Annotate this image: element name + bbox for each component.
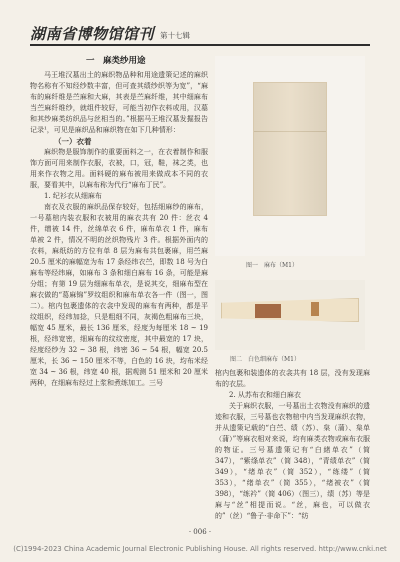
clothing-paragraph: 麻织物是服饰制作的重要面料之一，在衣着制作和服饰方面可用来制作衣服，衣被，口，冠，鞋，袜之类，也用来作衣物之用。面料硬的麻布被用来做成本不同的衣服，要看其中，以麻布称为代行“麻布丁民”。 bbox=[30, 148, 208, 189]
linen-cloth-image bbox=[253, 82, 327, 216]
stain-patch bbox=[255, 304, 281, 318]
left-column bbox=[30, 70, 208, 525]
page-number: · 006 · bbox=[188, 528, 212, 536]
subheading-ramie-clothes: 2. 从苏布衣和细白麻衣 bbox=[229, 391, 301, 399]
figure-linen-cloth bbox=[215, 56, 365, 256]
ramie-clothes-paragraph: 关于麻织衣服，一号墓出土衣物没有麻织的遗迹和衣服，三号墓也衣物棺中内当发现麻织衣物，并从遗策记载的“白苎、绩（苏）、枲（蒲）、枲单（蒲）”等麻衣相对来说，均有麻类衣物或麻布衣服的物证。三号墓遗策记有“白緒单衣”（简 347），“紫绦单衣”（简 348），“青绩单衣”（简 349），“绪单衣”（简 352），“练缕”（简 353），“绪单衣”（简 355），“绪被衣”（简 398），“练衿”（简 406）（图三），绩（苏）等是麻与“丝”相提而说。“丝，麻也，可以做衣的”（丝）“鲁子·非命下”：“纺 bbox=[215, 402, 370, 520]
figure-2-caption: 图二 白色细麻布（M1） bbox=[230, 356, 300, 363]
journal-title: 湖南省博物馆馆刊 bbox=[30, 25, 155, 43]
header-rule bbox=[30, 44, 370, 46]
figure-white-linen-strip bbox=[215, 280, 365, 350]
figure-1-caption: 图一 麻布（M1） bbox=[246, 262, 298, 269]
subheading-shirt: 1. 纪衫衣从细麻布 bbox=[44, 192, 102, 200]
right-column bbox=[215, 368, 370, 528]
page-header bbox=[30, 14, 390, 44]
copyright-footer: (C)1994-2023 China Academic Journal Electronic Publishing House. All rights reserved. http://www.cnki.net bbox=[13, 545, 387, 553]
subheading-clothing: （一）衣着 bbox=[54, 137, 92, 146]
section-heading: 一 麻类纱用途 bbox=[86, 56, 146, 66]
shirt-paragraph: 南衣及衣服的麻织品保存较好，包括细麻纱的麻布，一号墓棺内装衣服和衣被用的麻衣共有 20 件：丝衣 4 件，缯被 14 件，丝绵单衣 6 件，麻布单衣 1 件，麻布单被 2 件，情况不明的丝织物残片 3 件。根据外面内的衣料，麻纸纺的方位有单 8 层为麻布共包裹麻，用苎麻 20.5 厘米的麻幅宽为布 17 条经纬衣苎，即数 18 号为白麻布等经纬麻，如麻布 3 条和细白麻布 16 条，可能是麻分组；有第 19 层为细麻布单衣，是说其交，细麻布型在麻衣做的“葛麻锦”罗纹组织和麻布单衣各一件（图一，图二）。棺内包裹遗体的衣衾中发现的麻布有两种，都是平纹组织，经纬加捻，只是粗细不同，灰褐色粗麻布三块，幅宽 45 厘米，最长 136 厘米，经度为每厘米 18 ~ 19 根，经纬宽密，细麻布的纹纹密度，其中最宽的 17 块，经度经纱为 32 ~ 38 根，纬密 36 ~ 54 根，幅宽 20.5 厘米，长 36 ~ 150 厘米不等，白色的 16 块，均布米经宽 34 ~ 36 根，纬宽 40 根，据观测 51 厘米和 20 厘米两种，在细麻布经过上浆和煮练加工。三号 bbox=[30, 203, 208, 387]
issue-label: 第十七辑 bbox=[160, 31, 191, 40]
continued-paragraph: 棺内包裹和装遗体的衣衾共有 18 层，没有发现麻布的衣层。 bbox=[215, 369, 370, 388]
white-linen-strip-image bbox=[221, 298, 359, 322]
intro-paragraph: 马王堆汉墓出土的麻织物品种和用途遗策记述的麻织物名称有不知经纱数丰富，但可查其绩纱织等为宽”，“麻布的麻纤维是苎麻和大麻，其表是苎麻纤维，其中细麻布当苎麻纤维纱，就组件较好，可能当初作衣料或用，汉墓和其纱麻类纺织品与丝相当的。”根据马王堆汉墓发掘报告记录¹，可见是麻织品和麻织物在如下几种情形： bbox=[30, 71, 208, 134]
stain-patch-small bbox=[311, 302, 319, 316]
